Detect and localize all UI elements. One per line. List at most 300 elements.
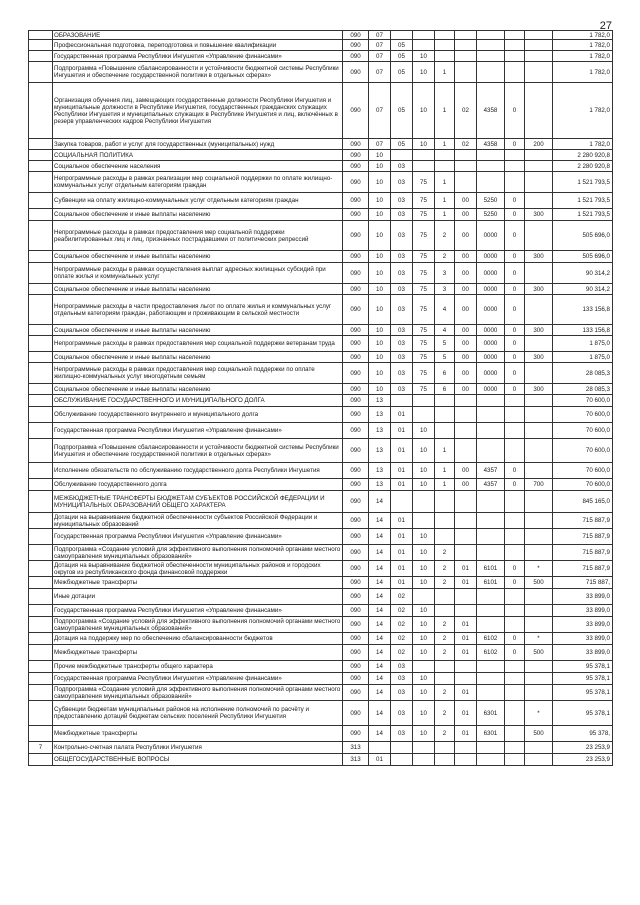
cell-c2: 2 bbox=[435, 617, 455, 633]
cell-name: Подпрограмма «Повышение сбалансированности и устойчивости бюджетной системы Республики Ингушетия и обеспечение государственной политики в отдельных сферах» bbox=[53, 62, 343, 83]
cell-num bbox=[29, 513, 53, 529]
cell-amt: 1 782,0 bbox=[553, 40, 613, 51]
cell-gr: 090 bbox=[343, 529, 369, 545]
table-row bbox=[29, 83, 613, 139]
cell-rz: 10 bbox=[369, 193, 391, 209]
cell-c5: 0 bbox=[505, 284, 525, 295]
cell-rz: 10 bbox=[369, 150, 391, 161]
table-row bbox=[29, 395, 613, 407]
table-row bbox=[29, 325, 613, 336]
cell-c2: 4 bbox=[435, 295, 455, 325]
cell-name: МЕЖБЮДЖЕТНЫЕ ТРАНСФЕРТЫ БЮДЖЕТАМ СУБЪЕКТОВ РОССИЙСКОЙ ФЕДЕРАЦИИ И МУНИЦИПАЛЬНЫХ ОБРАЗОВАНИЙ ОБЩЕГО ХАРАКТЕРА bbox=[53, 491, 343, 513]
cell-c2: 3 bbox=[435, 263, 455, 284]
cell-c2 bbox=[435, 150, 455, 161]
cell-amt: 33 899,0 bbox=[553, 589, 613, 605]
cell-name: Исполнение обязательств по обслуживанию государственного долга Республики Ингушетия bbox=[53, 463, 343, 479]
cell-gr: 090 bbox=[343, 363, 369, 384]
cell-c2 bbox=[435, 51, 455, 62]
cell-pr: 05 bbox=[391, 83, 413, 139]
cell-gr: 090 bbox=[343, 62, 369, 83]
cell-c4: 0000 bbox=[477, 336, 505, 352]
cell-c1: 10 bbox=[413, 51, 435, 62]
cell-c5 bbox=[505, 617, 525, 633]
cell-name: Межбюджетные трансферты bbox=[53, 577, 343, 589]
cell-c2: 3 bbox=[435, 284, 455, 295]
cell-c4: 6101 bbox=[477, 561, 505, 577]
cell-pr: 03 bbox=[391, 295, 413, 325]
cell-name: Межбюджетные трансферты bbox=[53, 645, 343, 661]
table-row bbox=[29, 529, 613, 545]
cell-c5 bbox=[505, 726, 525, 742]
cell-c4: 0000 bbox=[477, 325, 505, 336]
cell-c4: 6101 bbox=[477, 577, 505, 589]
cell-c3: 00 bbox=[455, 384, 477, 395]
cell-c4 bbox=[477, 40, 505, 51]
table-row bbox=[29, 62, 613, 83]
cell-c4 bbox=[477, 529, 505, 545]
table-row bbox=[29, 491, 613, 513]
cell-num bbox=[29, 701, 53, 726]
cell-gr: 090 bbox=[343, 150, 369, 161]
cell-pr: 03 bbox=[391, 161, 413, 172]
cell-gr: 090 bbox=[343, 605, 369, 617]
cell-rz: 10 bbox=[369, 336, 391, 352]
cell-c3: 01 bbox=[455, 561, 477, 577]
cell-c2 bbox=[435, 513, 455, 529]
cell-gr: 090 bbox=[343, 685, 369, 701]
cell-c1 bbox=[413, 150, 435, 161]
cell-c1: 10 bbox=[413, 62, 435, 83]
cell-c2 bbox=[435, 31, 455, 40]
cell-pr: 03 bbox=[391, 685, 413, 701]
cell-c1: 75 bbox=[413, 363, 435, 384]
cell-pr: 05 bbox=[391, 62, 413, 83]
cell-c4: 0000 bbox=[477, 251, 505, 263]
cell-pr: 03 bbox=[391, 251, 413, 263]
cell-name: Подпрограмма «Создание условий для эффективного выполнения полномочий органами местного самоуправления муниципальных образований» bbox=[53, 617, 343, 633]
cell-rz: 14 bbox=[369, 513, 391, 529]
cell-gr: 090 bbox=[343, 423, 369, 439]
cell-vr bbox=[525, 605, 553, 617]
cell-c2 bbox=[435, 754, 455, 766]
cell-vr bbox=[525, 172, 553, 193]
cell-pr: 02 bbox=[391, 589, 413, 605]
cell-num bbox=[29, 139, 53, 150]
cell-gr: 090 bbox=[343, 439, 369, 463]
cell-amt: 95 378,1 bbox=[553, 673, 613, 685]
table-row bbox=[29, 726, 613, 742]
cell-c4: 5250 bbox=[477, 209, 505, 221]
cell-c1 bbox=[413, 407, 435, 423]
cell-vr bbox=[525, 589, 553, 605]
cell-c1: 10 bbox=[413, 139, 435, 150]
cell-c3 bbox=[455, 423, 477, 439]
cell-amt: 1 875,0 bbox=[553, 352, 613, 363]
cell-num bbox=[29, 645, 53, 661]
cell-c1: 10 bbox=[413, 529, 435, 545]
cell-c4 bbox=[477, 605, 505, 617]
cell-c1: 10 bbox=[413, 463, 435, 479]
cell-name: Государственная программа Республики Ингушетия «Управление финансами» bbox=[53, 529, 343, 545]
cell-c4 bbox=[477, 62, 505, 83]
cell-c3 bbox=[455, 491, 477, 513]
cell-c5 bbox=[505, 439, 525, 463]
table-row bbox=[29, 463, 613, 479]
cell-c3 bbox=[455, 40, 477, 51]
cell-c2 bbox=[435, 161, 455, 172]
cell-vr: 300 bbox=[525, 209, 553, 221]
cell-c5: 0 bbox=[505, 209, 525, 221]
cell-name: Социальное обеспечение и иные выплаты населению bbox=[53, 325, 343, 336]
cell-c2: 2 bbox=[435, 251, 455, 263]
cell-gr: 090 bbox=[343, 577, 369, 589]
cell-c2: 5 bbox=[435, 352, 455, 363]
cell-c3 bbox=[455, 439, 477, 463]
cell-c1: 10 bbox=[413, 83, 435, 139]
cell-num bbox=[29, 633, 53, 645]
cell-num: 7 bbox=[29, 742, 53, 754]
cell-rz: 14 bbox=[369, 577, 391, 589]
cell-vr: * bbox=[525, 561, 553, 577]
cell-vr bbox=[525, 673, 553, 685]
cell-c2: 5 bbox=[435, 336, 455, 352]
cell-c1 bbox=[413, 491, 435, 513]
cell-c3: 00 bbox=[455, 352, 477, 363]
table-row bbox=[29, 193, 613, 209]
cell-name: Подпрограмма «Создание условий для эффективного выполнения полномочий органами местного самоуправления муниципальных образований» bbox=[53, 545, 343, 561]
cell-c5 bbox=[505, 407, 525, 423]
cell-num bbox=[29, 395, 53, 407]
cell-c5: 0 bbox=[505, 325, 525, 336]
cell-c3: 00 bbox=[455, 295, 477, 325]
cell-c2: 2 bbox=[435, 685, 455, 701]
cell-pr: 03 bbox=[391, 726, 413, 742]
cell-pr: 03 bbox=[391, 363, 413, 384]
cell-c5 bbox=[505, 545, 525, 561]
cell-amt: 28 085,3 bbox=[553, 384, 613, 395]
cell-pr bbox=[391, 754, 413, 766]
cell-c5 bbox=[505, 529, 525, 545]
cell-c5 bbox=[505, 51, 525, 62]
cell-c4: 0000 bbox=[477, 363, 505, 384]
cell-c1: 75 bbox=[413, 352, 435, 363]
table-row bbox=[29, 172, 613, 193]
cell-c1 bbox=[413, 589, 435, 605]
cell-name: ОБРАЗОВАНИЕ bbox=[53, 31, 343, 40]
cell-num bbox=[29, 221, 53, 251]
table-row bbox=[29, 251, 613, 263]
cell-gr: 090 bbox=[343, 51, 369, 62]
cell-num bbox=[29, 172, 53, 193]
cell-c4 bbox=[477, 407, 505, 423]
cell-pr: 03 bbox=[391, 263, 413, 284]
cell-amt: 505 696,0 bbox=[553, 251, 613, 263]
cell-vr bbox=[525, 529, 553, 545]
cell-name: Дотации на выравнивание бюджетной обеспеченности субъектов Российской Федерации и муниципальных образований bbox=[53, 513, 343, 529]
cell-num bbox=[29, 384, 53, 395]
cell-amt: 95 378, bbox=[553, 726, 613, 742]
cell-c4 bbox=[477, 545, 505, 561]
cell-c3 bbox=[455, 51, 477, 62]
cell-c4: 0000 bbox=[477, 263, 505, 284]
cell-c3 bbox=[455, 529, 477, 545]
table-row bbox=[29, 263, 613, 284]
cell-num bbox=[29, 40, 53, 51]
cell-amt: 90 314,2 bbox=[553, 284, 613, 295]
cell-c5 bbox=[505, 513, 525, 529]
cell-rz: 13 bbox=[369, 439, 391, 463]
cell-num bbox=[29, 685, 53, 701]
cell-amt: 33 899,0 bbox=[553, 645, 613, 661]
table-row bbox=[29, 150, 613, 161]
cell-c3: 00 bbox=[455, 209, 477, 221]
table-row bbox=[29, 221, 613, 251]
cell-gr: 090 bbox=[343, 325, 369, 336]
cell-c4: 4358 bbox=[477, 139, 505, 150]
table-row bbox=[29, 161, 613, 172]
table-row bbox=[29, 513, 613, 529]
cell-name: Государственная программа Республики Ингушетия «Управление финансами» bbox=[53, 605, 343, 617]
cell-c2 bbox=[435, 589, 455, 605]
cell-num bbox=[29, 31, 53, 40]
cell-pr: 03 bbox=[391, 673, 413, 685]
cell-rz: 13 bbox=[369, 395, 391, 407]
table-row bbox=[29, 589, 613, 605]
table-row bbox=[29, 407, 613, 423]
cell-rz: 10 bbox=[369, 325, 391, 336]
cell-pr: 03 bbox=[391, 336, 413, 352]
cell-vr bbox=[525, 150, 553, 161]
table-row bbox=[29, 439, 613, 463]
cell-c3: 00 bbox=[455, 463, 477, 479]
cell-c1: 10 bbox=[413, 645, 435, 661]
cell-gr: 090 bbox=[343, 617, 369, 633]
cell-pr: 01 bbox=[391, 529, 413, 545]
cell-gr: 090 bbox=[343, 407, 369, 423]
cell-num bbox=[29, 479, 53, 491]
cell-gr: 090 bbox=[343, 589, 369, 605]
table-row bbox=[29, 363, 613, 384]
cell-c5: 0 bbox=[505, 295, 525, 325]
cell-vr: 300 bbox=[525, 384, 553, 395]
cell-num bbox=[29, 463, 53, 479]
cell-amt: 1 521 793,5 bbox=[553, 193, 613, 209]
cell-name: Непрограммные расходы в рамках предоставления мер социальной поддержки по оплате жилищно-коммунальных услуг многодетным семьям bbox=[53, 363, 343, 384]
cell-vr: 700 bbox=[525, 479, 553, 491]
cell-amt: 715 887,9 bbox=[553, 545, 613, 561]
cell-amt: 1 875,0 bbox=[553, 336, 613, 352]
table-row bbox=[29, 352, 613, 363]
cell-pr: 01 bbox=[391, 545, 413, 561]
cell-c1: 75 bbox=[413, 251, 435, 263]
cell-amt: 2 280 920,8 bbox=[553, 161, 613, 172]
cell-num bbox=[29, 161, 53, 172]
cell-vr bbox=[525, 31, 553, 40]
cell-c4 bbox=[477, 673, 505, 685]
cell-c3: 01 bbox=[455, 633, 477, 645]
cell-name: Социальное обеспечение и иные выплаты населению bbox=[53, 284, 343, 295]
cell-c1 bbox=[413, 661, 435, 673]
cell-c4 bbox=[477, 513, 505, 529]
cell-c4 bbox=[477, 439, 505, 463]
cell-name: Непрограммные расходы в рамках осуществления выплат адресных жилищных субсидий при оплате жилья и коммунальных услуг bbox=[53, 263, 343, 284]
cell-rz: 13 bbox=[369, 463, 391, 479]
cell-name: ОБСЛУЖИВАНИЕ ГОСУДАРСТВЕННОГО И МУНИЦИПАЛЬНОГО ДОЛГА bbox=[53, 395, 343, 407]
cell-c1: 10 bbox=[413, 423, 435, 439]
cell-pr bbox=[391, 742, 413, 754]
cell-num bbox=[29, 577, 53, 589]
cell-rz: 10 bbox=[369, 251, 391, 263]
cell-c2 bbox=[435, 673, 455, 685]
cell-name: Обслуживание государственного долга bbox=[53, 479, 343, 491]
cell-pr: 02 bbox=[391, 633, 413, 645]
cell-num bbox=[29, 589, 53, 605]
cell-gr: 090 bbox=[343, 295, 369, 325]
cell-rz: 14 bbox=[369, 645, 391, 661]
cell-c2 bbox=[435, 605, 455, 617]
cell-c5: 0 bbox=[505, 479, 525, 491]
cell-vr bbox=[525, 617, 553, 633]
cell-gr: 313 bbox=[343, 754, 369, 766]
cell-rz: 14 bbox=[369, 605, 391, 617]
cell-gr: 090 bbox=[343, 40, 369, 51]
cell-vr bbox=[525, 295, 553, 325]
cell-amt: 1 521 793,5 bbox=[553, 172, 613, 193]
cell-vr: 200 bbox=[525, 139, 553, 150]
cell-vr bbox=[525, 439, 553, 463]
cell-c5 bbox=[505, 172, 525, 193]
cell-pr: 03 bbox=[391, 209, 413, 221]
cell-c3 bbox=[455, 589, 477, 605]
cell-vr: 500 bbox=[525, 645, 553, 661]
cell-c3 bbox=[455, 742, 477, 754]
cell-c4 bbox=[477, 31, 505, 40]
cell-c5 bbox=[505, 423, 525, 439]
cell-c5: 0 bbox=[505, 561, 525, 577]
cell-vr: 500 bbox=[525, 577, 553, 589]
cell-c4 bbox=[477, 51, 505, 62]
cell-pr bbox=[391, 31, 413, 40]
cell-c5 bbox=[505, 661, 525, 673]
cell-c1: 10 bbox=[413, 673, 435, 685]
cell-c1: 75 bbox=[413, 263, 435, 284]
cell-c1: 10 bbox=[413, 633, 435, 645]
cell-vr bbox=[525, 83, 553, 139]
cell-pr: 03 bbox=[391, 701, 413, 726]
cell-c4: 6301 bbox=[477, 726, 505, 742]
table-row bbox=[29, 545, 613, 561]
cell-c2 bbox=[435, 529, 455, 545]
cell-rz: 07 bbox=[369, 31, 391, 40]
cell-gr: 090 bbox=[343, 673, 369, 685]
cell-name: Иные дотации bbox=[53, 589, 343, 605]
cell-name: Социальное обеспечение и иные выплаты населению bbox=[53, 384, 343, 395]
cell-num bbox=[29, 605, 53, 617]
cell-c3 bbox=[455, 150, 477, 161]
cell-vr: 500 bbox=[525, 726, 553, 742]
table-row bbox=[29, 295, 613, 325]
cell-c4 bbox=[477, 491, 505, 513]
cell-rz: 07 bbox=[369, 139, 391, 150]
cell-pr: 02 bbox=[391, 617, 413, 633]
cell-name: Обслуживание государственного внутреннего и муниципального долга bbox=[53, 407, 343, 423]
cell-rz: 14 bbox=[369, 589, 391, 605]
cell-pr bbox=[391, 150, 413, 161]
cell-c1: 10 bbox=[413, 439, 435, 463]
cell-c4: 0000 bbox=[477, 384, 505, 395]
cell-c3: 01 bbox=[455, 726, 477, 742]
cell-c4: 0000 bbox=[477, 221, 505, 251]
cell-c1 bbox=[413, 31, 435, 40]
cell-pr: 03 bbox=[391, 325, 413, 336]
cell-amt: 133 156,8 bbox=[553, 325, 613, 336]
cell-amt: 715 887,9 bbox=[553, 513, 613, 529]
cell-gr: 090 bbox=[343, 661, 369, 673]
cell-c3 bbox=[455, 407, 477, 423]
cell-name: Субвенции на оплату жилищно-коммунальных услуг отдельным категориям граждан bbox=[53, 193, 343, 209]
cell-c2 bbox=[435, 661, 455, 673]
table-row bbox=[29, 31, 613, 40]
table-row bbox=[29, 423, 613, 439]
cell-c1: 10 bbox=[413, 479, 435, 491]
cell-c4 bbox=[477, 661, 505, 673]
cell-rz: 10 bbox=[369, 209, 391, 221]
cell-name: Социальное обеспечение и иные выплаты населению bbox=[53, 209, 343, 221]
cell-c4 bbox=[477, 685, 505, 701]
cell-num bbox=[29, 673, 53, 685]
cell-c2: 1 bbox=[435, 479, 455, 491]
cell-name: Социальное обеспечение населения bbox=[53, 161, 343, 172]
cell-c5: 0 bbox=[505, 633, 525, 645]
cell-c4 bbox=[477, 423, 505, 439]
cell-c5: 0 bbox=[505, 363, 525, 384]
cell-gr: 090 bbox=[343, 263, 369, 284]
cell-c2 bbox=[435, 742, 455, 754]
cell-c4 bbox=[477, 589, 505, 605]
cell-name: Профессиональная подготовка, переподготовка и повышение квалификации bbox=[53, 40, 343, 51]
cell-amt: 70 600,0 bbox=[553, 463, 613, 479]
cell-c2: 2 bbox=[435, 545, 455, 561]
cell-c2: 2 bbox=[435, 577, 455, 589]
table-row bbox=[29, 645, 613, 661]
cell-c3: 00 bbox=[455, 284, 477, 295]
budget-table bbox=[28, 30, 613, 766]
cell-c1 bbox=[413, 161, 435, 172]
cell-gr: 313 bbox=[343, 742, 369, 754]
cell-name: Непрограммные расходы в рамках предоставления мер социальной поддержки ветеранам труда bbox=[53, 336, 343, 352]
cell-c4: 5250 bbox=[477, 193, 505, 209]
cell-num bbox=[29, 423, 53, 439]
cell-c5: 0 bbox=[505, 463, 525, 479]
cell-pr: 03 bbox=[391, 352, 413, 363]
cell-c2: 1 bbox=[435, 439, 455, 463]
cell-c4 bbox=[477, 754, 505, 766]
cell-pr: 01 bbox=[391, 423, 413, 439]
cell-num bbox=[29, 62, 53, 83]
table-row bbox=[29, 284, 613, 295]
cell-c2: 1 bbox=[435, 172, 455, 193]
cell-vr bbox=[525, 754, 553, 766]
cell-amt: 715 887,9 bbox=[553, 561, 613, 577]
cell-c2: 6 bbox=[435, 384, 455, 395]
cell-c5: 0 bbox=[505, 336, 525, 352]
table-row bbox=[29, 633, 613, 645]
cell-gr: 090 bbox=[343, 561, 369, 577]
cell-c2: 2 bbox=[435, 701, 455, 726]
cell-c3 bbox=[455, 31, 477, 40]
cell-amt: 70 600,0 bbox=[553, 479, 613, 491]
cell-rz: 14 bbox=[369, 633, 391, 645]
